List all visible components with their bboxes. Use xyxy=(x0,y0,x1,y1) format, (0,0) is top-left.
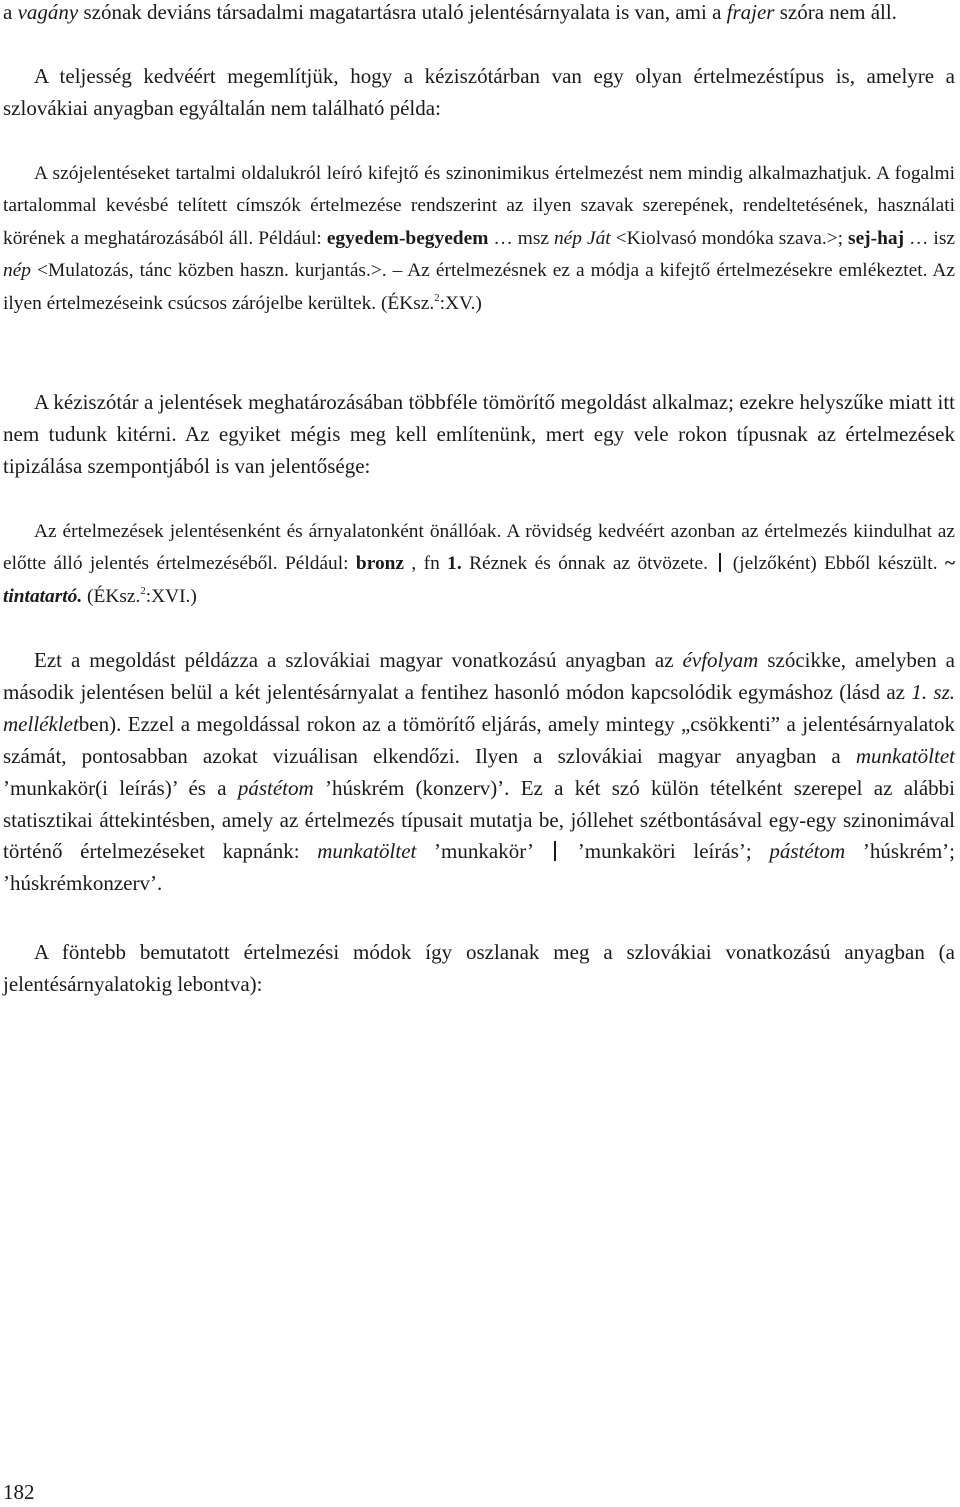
bold-headword: egyedem-begyedem xyxy=(326,227,489,249)
page-number: 182 xyxy=(3,1480,35,1504)
text-run: (ÉKsz. xyxy=(82,585,141,607)
text-run: … isz xyxy=(904,227,955,249)
quote-ertelmezesek xyxy=(3,516,955,613)
text-run: (jelzőként) Ebből készült. xyxy=(725,553,945,575)
italic-term: munkatöltet xyxy=(855,743,955,768)
paragraph-vagany xyxy=(3,0,955,29)
paragraph-keziszotar: A kéziszótár a jelentések meghatározásában többféle tömörítő megoldást alkalmaz; ezekre helyszűke miatt itt nem tudunk kitérni. Az egyiket mégis meg kell említenünk, mert egy vele rokon típusnak az értelmezések tipizálása szempontjából is van jelentősége: xyxy=(3,390,955,478)
text-run: Réznek és ónnak az ötvözete. xyxy=(461,553,716,575)
text-run: <Kiolvasó mondóka szava.>; xyxy=(610,227,849,249)
text-run: Ezt a megoldást példázza a szlovákiai magyar vonatkozású anyagban az xyxy=(34,648,683,672)
italic-term: vagány xyxy=(17,0,79,24)
text-run: , fn xyxy=(404,553,448,575)
text-run: ’munkaköri leírás’; xyxy=(560,839,770,864)
italic-term: munkatöltet xyxy=(317,839,417,864)
paragraph-fontebb: A föntebb bemutatott értelmezési módok így oszlanak meg a szlovákiai vonatkozású anyagban (a jelentésárnyalatokig lebontva): xyxy=(3,940,955,996)
text-run: szócikke, amelyben a második jelentésen belül a két jelentésárnyalat a fentihez hasonló módon kapcsolódik egymáshoz (lásd az xyxy=(3,648,956,704)
italic-term: pástétom xyxy=(237,775,314,800)
italic-term: pástétom xyxy=(769,839,846,864)
italic-label: nép Ját xyxy=(553,227,611,249)
text-run: ’munkakör(i leírás)’ és a xyxy=(3,775,238,800)
text-run: … msz xyxy=(488,227,554,249)
text-run: ’munkakör’ xyxy=(416,839,551,864)
text-run: ’húskrém (konzerv)’. Ez a két szó külön tételként szerepel az alábbi statisztikai áttekintésben, amely az értelmezés típusait mutatja be, jóllehet szétbontásával egy-egy szinonimával történő értelmezéseket kapnánk: xyxy=(3,775,956,864)
italic-term: frajer xyxy=(726,0,775,24)
paragraph-megoldast xyxy=(3,645,955,900)
text-run: szóra nem áll. xyxy=(774,0,897,24)
vertical-bar-separator xyxy=(719,553,721,571)
text-run: ’húskrém’; ’húskrémkonzerv’. xyxy=(3,839,955,896)
superscript: 2 xyxy=(140,584,146,597)
superscript: 2 xyxy=(434,291,440,304)
text-run: Az értelmezések jelentésenként és árnyalatonként önállóak. A rövidség kedvéért azonban az értelmezés kiindulhat az előtte álló jelentés értelmezéséből. Például: xyxy=(3,521,955,575)
text-run: szónak deviáns társadalmi magatartásra utaló jelentésárnyalata is van, ami a xyxy=(78,0,727,24)
paragraph-teljesseg: A teljesség kedvéért megemlítjük, hogy a kéziszótárban van egy olyan értelmezéstípus is, amelyre a szlovákiai anyagban egyáltalán nem található példa: xyxy=(3,64,955,120)
bold-headword: sej-haj xyxy=(848,227,905,249)
italic-label: nép xyxy=(3,260,31,282)
bold-italic-example: tintatartó. xyxy=(3,585,83,607)
text-run: ben). Ezzel a megoldással rokon az a tömörítő eljárás, amely mintegy „csökkenti” a jelentésárnyalatok számát, pontosabban azokat vizuálisan elkendőzi. Ilyen a szlovákiai magyar anyagban a xyxy=(3,711,955,768)
bold-tilde: ~ xyxy=(944,553,956,575)
text-run: <Mulatozás, tánc közben haszn. kurjantás.>. – Az értelmezésnek ez a módja a kifejtő értelmezésekre emlékeztet. Az ilyen értelmezéseink csúcsos zárójelbe kerültek. (ÉKsz. xyxy=(3,260,955,314)
vertical-bar-separator xyxy=(554,841,556,861)
text-run: :XVI.) xyxy=(145,585,197,607)
text-run: A szójelentéseket tartalmi oldalukról leíró kifejtő és szinonimikus értelmezést nem mindig alkalmazhatjuk. A fogalmi tartalommal kevésbé telített címszók értelmezése rendszerint az ilyen szavak szerepének, rendeltetésének, használati körének a meghatározásából áll. Például: xyxy=(3,163,955,249)
quote-szojelentesek xyxy=(3,158,955,320)
text-run: :XV.) xyxy=(439,292,482,314)
bold-sense-number: 1. xyxy=(447,553,462,575)
italic-term: 1. sz. melléklet xyxy=(3,679,955,736)
text-run: a xyxy=(3,0,18,24)
bold-headword: bronz xyxy=(355,553,405,575)
italic-term: évfolyam xyxy=(682,648,759,672)
